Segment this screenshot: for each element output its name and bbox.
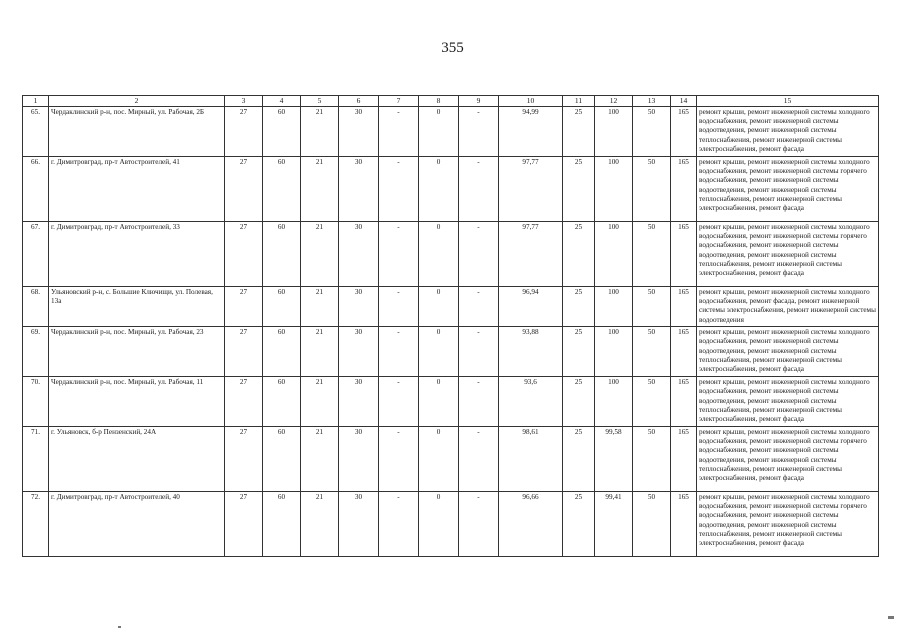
value-cell: 100 xyxy=(595,286,633,326)
works-cell: ремонт крыши, ремонт инженерной системы холодного водоснабжения, ремонт инженерной системы водоотведения, ремонт инженерной системы теплоснабжения, ремонт инженерной системы электроснабжения, ремонт фасада xyxy=(697,106,879,156)
value-cell: 100 xyxy=(595,326,633,376)
page-number: 355 xyxy=(441,40,464,56)
value-cell: 30 xyxy=(339,286,379,326)
value-cell: 0 xyxy=(419,426,459,491)
value-cell: 21 xyxy=(301,426,339,491)
row-index-cell: 65. xyxy=(23,106,49,156)
works-cell: ремонт крыши, ремонт инженерной системы холодного водоснабжения, ремонт инженерной системы горячего водоснабжения, ремонт инженерной системы водоотведения, ремонт инженерной системы теплоснабжения, ремонт инженерной системы электроснабжения, ремонт фасада xyxy=(697,221,879,286)
value-cell: - xyxy=(379,376,419,426)
value-cell: - xyxy=(379,106,419,156)
works-cell: ремонт крыши, ремонт инженерной системы холодного водоснабжения, ремонт фасада, ремонт инженерной системы электроснабжения, ремонт инженерной системы водоотведения xyxy=(697,286,879,326)
column-header: 12 xyxy=(595,96,633,107)
value-cell: 100 xyxy=(595,106,633,156)
row-index-cell: 66. xyxy=(23,156,49,221)
value-cell: - xyxy=(379,156,419,221)
value-cell: 30 xyxy=(339,326,379,376)
value-cell: 165 xyxy=(671,106,697,156)
works-cell: ремонт крыши, ремонт инженерной системы холодного водоснабжения, ремонт инженерной системы горячего водоснабжения, ремонт инженерной системы водоотведения, ремонт инженерной системы теплоснабжения, ремонт инженерной системы электроснабжения, ремонт фасада xyxy=(697,491,879,556)
address-cell: Чердаклинский р-н, пос. Мирный, ул. Рабочая, 2Б xyxy=(49,106,225,156)
column-header: 4 xyxy=(263,96,301,107)
column-header: 2 xyxy=(49,96,225,107)
table-row xyxy=(23,491,879,556)
value-cell: 0 xyxy=(419,286,459,326)
row-index-cell: 69. xyxy=(23,326,49,376)
row-index-cell: 68. xyxy=(23,286,49,326)
table-row xyxy=(23,426,879,491)
value-cell: 21 xyxy=(301,156,339,221)
value-cell: 21 xyxy=(301,376,339,426)
value-cell: 60 xyxy=(263,426,301,491)
value-cell: 27 xyxy=(225,106,263,156)
address-cell: г. Димитровград, пр-т Автостроителей, 33 xyxy=(49,221,225,286)
column-header: 11 xyxy=(563,96,595,107)
value-cell: 25 xyxy=(563,376,595,426)
address-cell: Чердаклинский р-н, пос. Мирный, ул. Рабочая, 23 xyxy=(49,326,225,376)
column-header: 15 xyxy=(697,96,879,107)
value-cell: - xyxy=(459,286,499,326)
column-header: 5 xyxy=(301,96,339,107)
value-cell: 60 xyxy=(263,326,301,376)
value-cell: 165 xyxy=(671,221,697,286)
value-cell: 0 xyxy=(419,326,459,376)
table-row xyxy=(23,376,879,426)
value-cell: 27 xyxy=(225,376,263,426)
value-cell: 21 xyxy=(301,106,339,156)
scan-mark xyxy=(118,626,121,628)
value-cell: 27 xyxy=(225,286,263,326)
value-cell: 50 xyxy=(633,426,671,491)
value-cell: 60 xyxy=(263,156,301,221)
address-cell: Чердаклинский р-н, пос. Мирный, ул. Рабочая, 11 xyxy=(49,376,225,426)
scan-mark xyxy=(888,616,894,619)
column-header: 8 xyxy=(419,96,459,107)
value-cell: 60 xyxy=(263,491,301,556)
column-header: 6 xyxy=(339,96,379,107)
column-header: 1 xyxy=(23,96,49,107)
value-cell: - xyxy=(459,491,499,556)
value-cell: 99,58 xyxy=(595,426,633,491)
value-cell: 50 xyxy=(633,326,671,376)
value-cell: 60 xyxy=(263,221,301,286)
value-cell: 94,99 xyxy=(499,106,563,156)
value-cell: 25 xyxy=(563,326,595,376)
value-cell: 30 xyxy=(339,156,379,221)
value-cell: 96,66 xyxy=(499,491,563,556)
value-cell: 165 xyxy=(671,156,697,221)
value-cell: 50 xyxy=(633,286,671,326)
value-cell: 100 xyxy=(595,221,633,286)
value-cell: 25 xyxy=(563,156,595,221)
address-cell: г. Димитровград, пр-т Автостроителей, 40 xyxy=(49,491,225,556)
value-cell: 25 xyxy=(563,286,595,326)
value-cell: 21 xyxy=(301,491,339,556)
row-index-cell: 67. xyxy=(23,221,49,286)
column-header: 13 xyxy=(633,96,671,107)
value-cell: 21 xyxy=(301,221,339,286)
row-index-cell: 70. xyxy=(23,376,49,426)
value-cell: 0 xyxy=(419,376,459,426)
value-cell: 60 xyxy=(263,376,301,426)
address-cell: г. Ульяновск, б-р Пензенский, 24А xyxy=(49,426,225,491)
row-index-cell: 72. xyxy=(23,491,49,556)
value-cell: 27 xyxy=(225,156,263,221)
value-cell: 0 xyxy=(419,221,459,286)
works-cell: ремонт крыши, ремонт инженерной системы холодного водоснабжения, ремонт инженерной системы водоотведения, ремонт инженерной системы теплоснабжения, ремонт инженерной системы электроснабжения, ремонт фасада xyxy=(697,326,879,376)
value-cell: 30 xyxy=(339,221,379,286)
address-cell: Ульяновский р-н, с. Большие Ключищи, ул. Полевая, 13а xyxy=(49,286,225,326)
value-cell: 0 xyxy=(419,106,459,156)
value-cell: 50 xyxy=(633,156,671,221)
value-cell: 100 xyxy=(595,156,633,221)
column-header: 7 xyxy=(379,96,419,107)
value-cell: 97,77 xyxy=(499,156,563,221)
value-cell: 25 xyxy=(563,106,595,156)
works-cell: ремонт крыши, ремонт инженерной системы холодного водоснабжения, ремонт инженерной системы водоотведения, ремонт инженерной системы теплоснабжения, ремонт инженерной системы электроснабжения, ремонт фасада xyxy=(697,376,879,426)
value-cell: 93,6 xyxy=(499,376,563,426)
value-cell: 21 xyxy=(301,326,339,376)
column-header: 3 xyxy=(225,96,263,107)
address-cell: г. Димитровград, пр-т Автостроителей, 41 xyxy=(49,156,225,221)
table-row xyxy=(23,286,879,326)
value-cell: - xyxy=(459,106,499,156)
row-index-cell: 71. xyxy=(23,426,49,491)
value-cell: 60 xyxy=(263,286,301,326)
value-cell: 50 xyxy=(633,221,671,286)
value-cell: 60 xyxy=(263,106,301,156)
value-cell: 50 xyxy=(633,491,671,556)
value-cell: - xyxy=(379,221,419,286)
column-header: 14 xyxy=(671,96,697,107)
value-cell: 50 xyxy=(633,376,671,426)
value-cell: - xyxy=(379,326,419,376)
value-cell: - xyxy=(459,426,499,491)
value-cell: - xyxy=(379,426,419,491)
value-cell: 99,41 xyxy=(595,491,633,556)
value-cell: - xyxy=(459,156,499,221)
works-cell: ремонт крыши, ремонт инженерной системы холодного водоснабжения, ремонт инженерной системы горячего водоснабжения, ремонт инженерной системы водоотведения, ремонт инженерной системы теплоснабжения, ремонт инженерной системы электроснабжения, ремонт фасада xyxy=(697,426,879,491)
works-cell: ремонт крыши, ремонт инженерной системы холодного водоснабжения, ремонт инженерной системы горячего водоснабжения, ремонт инженерной системы водоотведения, ремонт инженерной системы теплоснабжения, ремонт инженерной системы электроснабжения, ремонт фасада xyxy=(697,156,879,221)
table-row xyxy=(23,221,879,286)
table-row xyxy=(23,156,879,221)
value-cell: - xyxy=(459,221,499,286)
value-cell: 98,61 xyxy=(499,426,563,491)
value-cell: 27 xyxy=(225,426,263,491)
value-cell: 25 xyxy=(563,491,595,556)
column-header: 9 xyxy=(459,96,499,107)
value-cell: - xyxy=(379,286,419,326)
value-cell: 25 xyxy=(563,221,595,286)
value-cell: 30 xyxy=(339,376,379,426)
value-cell: 165 xyxy=(671,376,697,426)
value-cell: 100 xyxy=(595,376,633,426)
value-cell: 165 xyxy=(671,491,697,556)
table-row xyxy=(23,326,879,376)
value-cell: - xyxy=(379,491,419,556)
value-cell: 165 xyxy=(671,326,697,376)
value-cell: 30 xyxy=(339,426,379,491)
value-cell: 96,94 xyxy=(499,286,563,326)
value-cell: 93,88 xyxy=(499,326,563,376)
value-cell: 21 xyxy=(301,286,339,326)
value-cell: 25 xyxy=(563,426,595,491)
value-cell: - xyxy=(459,326,499,376)
repair-register-table xyxy=(22,95,879,557)
value-cell: 27 xyxy=(225,221,263,286)
value-cell: 165 xyxy=(671,286,697,326)
value-cell: 0 xyxy=(419,156,459,221)
value-cell: 0 xyxy=(419,491,459,556)
value-cell: 50 xyxy=(633,106,671,156)
value-cell: 30 xyxy=(339,106,379,156)
value-cell: - xyxy=(459,376,499,426)
value-cell: 30 xyxy=(339,491,379,556)
value-cell: 165 xyxy=(671,426,697,491)
header-row xyxy=(23,96,879,107)
table-row xyxy=(23,106,879,156)
value-cell: 27 xyxy=(225,491,263,556)
value-cell: 27 xyxy=(225,326,263,376)
value-cell: 97,77 xyxy=(499,221,563,286)
column-header: 10 xyxy=(499,96,563,107)
